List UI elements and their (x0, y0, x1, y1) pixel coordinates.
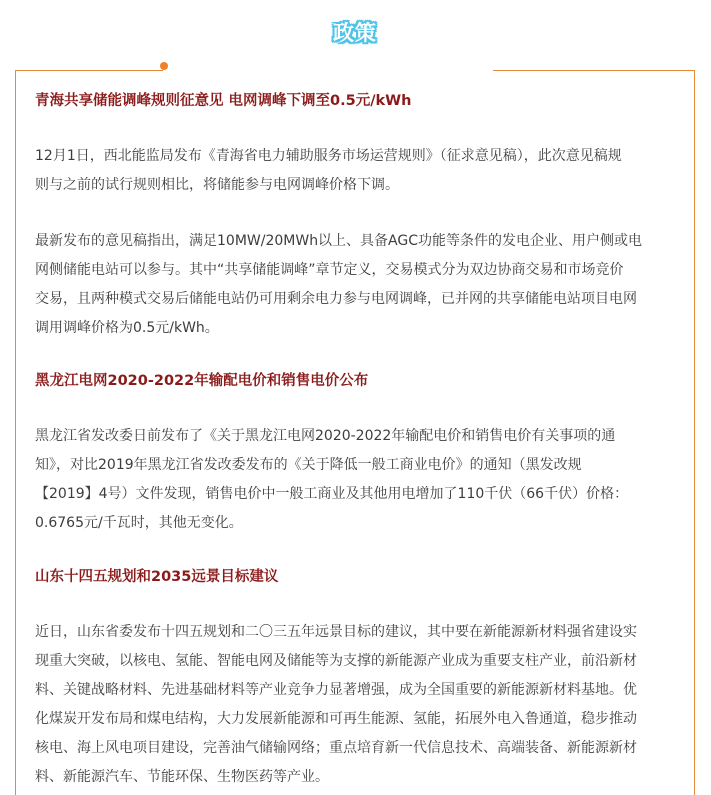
paragraph-line: 料、关键战略材料、先进基础材料等产业竞争力显著增强，成为全国重要的新能源新材料基地。优 (35, 682, 637, 698)
paragraph-line: 知》，对比2019年黑龙江省发改委发布的《关于降低一般工商业电价》的通知（黑发改规 (35, 457, 582, 473)
paragraph-line: 最新发布的意见稿指出，满足10MW/20MWh以上、具备AGC功能等条件的发电企业、用户侧或电 (35, 233, 643, 249)
article-paragraph (35, 422, 628, 538)
article-paragraph (35, 227, 642, 343)
paragraph-line: 0.6765元/千瓦时，其他无变化。 (35, 515, 243, 531)
paragraph-line: 近日，山东省委发布十四五规划和二〇三五年远景目标的建议，其中要在新能源新材料强省建设实 (35, 624, 637, 640)
paragraph-line: 黑龙江省发改委日前发布了《关于黑龙江电网2020-2022年输配电价和销售电价有关事项的通 (35, 428, 616, 444)
article-heading-heilongjiang: 黑龙江电网2020-2022年输配电价和销售电价公布 (35, 373, 369, 389)
paragraph-line: 调用调峰价格为0.5元/kWh。 (35, 320, 219, 336)
section-title: 政策 (333, 21, 377, 45)
frame-top-right-border (493, 70, 695, 71)
paragraph-line: 则与之前的试行规则相比，将储能参与电网调峰价格下调。 (35, 177, 399, 193)
paragraph-line: 核电、海上风电项目建设，完善油气储输网络；重点培育新一代信息技术、高端装备、新能源新材 (35, 740, 637, 756)
section-title-badge (313, 14, 397, 50)
article-paragraph (35, 618, 637, 792)
frame-top-left-border (15, 70, 163, 71)
paragraph-line: 化煤炭开发布局和煤电结构，大力发展新能源和可再生能源、氢能，拓展外电入鲁通道，稳步推动 (35, 711, 637, 727)
paragraph-line: 【2019】4号）文件发现，销售电价中一般工商业及其他用电增加了110千伏（66千伏）价格： (35, 486, 629, 502)
page-header (0, 0, 711, 60)
paragraph-line: 交易，且两种模式交易后储能电站仍可用剩余电力参与电网调峰，已并网的共享储能电站项目电网 (35, 291, 637, 307)
article-paragraph (35, 142, 622, 200)
paragraph-line: 现重大突破，以核电、氢能、智能电网及储能等为支撑的新能源产业成为重要支柱产业，前沿新材 (35, 653, 637, 669)
frame-dot-decoration (160, 62, 168, 70)
paragraph-line: 网侧储能电站可以参与。其中“共享储能调峰”章节定义，交易模式分为双边协商交易和市场竞价 (35, 262, 624, 278)
paragraph-line: 12月1日，西北能监局发布《青海省电力辅助服务市场运营规则》（征求意见稿），此次意见稿规 (35, 148, 622, 164)
frame-left-border (15, 70, 16, 795)
article-heading-shandong: 山东十四五规划和2035远景目标建议 (35, 569, 279, 585)
article-heading-qinghai: 青海共享储能调峰规则征意见 电网调峰下调至0.5元/kWh (35, 93, 412, 109)
paragraph-line: 料、新能源汽车、节能环保、生物医药等产业。 (35, 769, 329, 785)
frame-right-border (694, 70, 695, 795)
